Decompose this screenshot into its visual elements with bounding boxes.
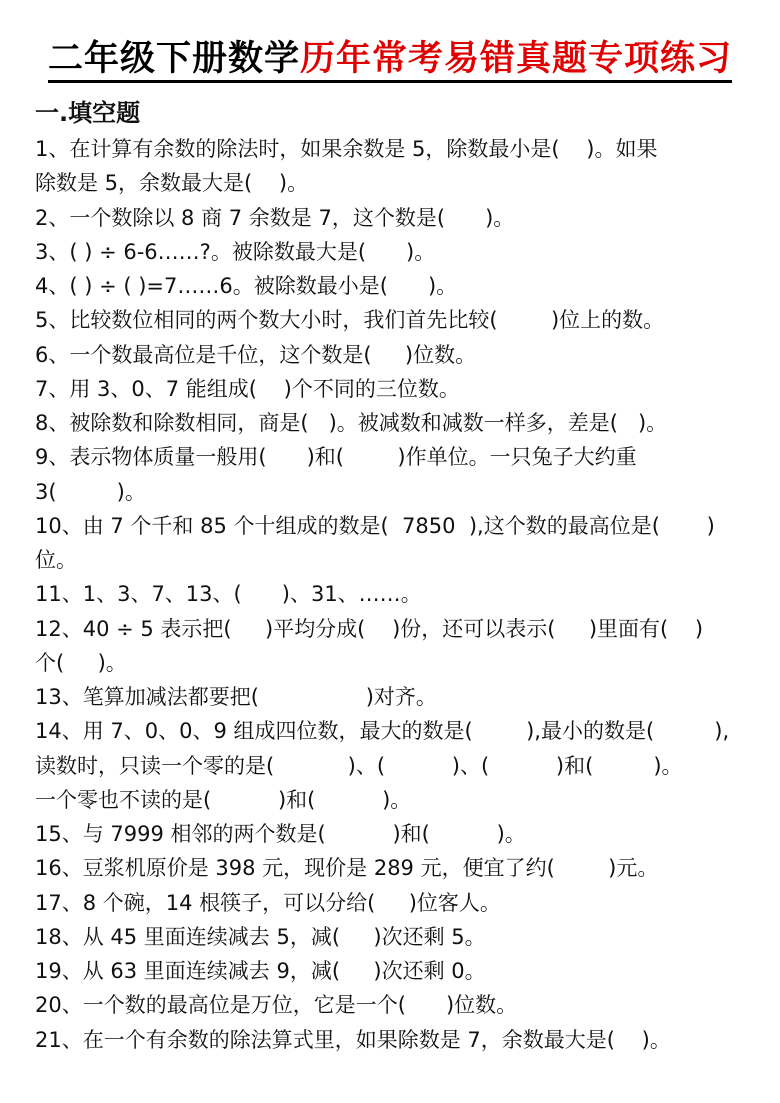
question-line: 9、表示物体质量一般用( )和( )作单位。一只兔子大约重 <box>35 445 637 470</box>
title-underline <box>48 80 732 83</box>
question-line: 位。 <box>35 548 77 572</box>
question-line: 一个零也不读的是( )和( )。 <box>35 787 412 812</box>
section-heading: 一.填空题 <box>35 99 141 127</box>
question-line: 11、1、3、7、13、( )、31、……。 <box>35 582 422 607</box>
question-line: 10、由 7 个千和 85 个十组成的数是( 7850 ),这个数的最高位是( ) <box>35 513 715 538</box>
question-line: 8、被除数和除数相同，商是( )。被减数和减数一样多，差是( )。 <box>35 411 668 435</box>
question-line: 除数是 5，余数最大是( )。 <box>35 171 309 196</box>
question-line: 18、从 45 里面连续减去 5，减( )次还剩 5。 <box>35 924 486 949</box>
question-line: 20、一个数的最高位是万位，它是一个( )位数。 <box>35 993 518 1018</box>
question-line: 13、笔算加减法都要把( )对齐。 <box>35 685 437 709</box>
question-line: 16、豆浆机原价是 398 元，现价是 289 元，便宜了约( )元。 <box>35 856 659 881</box>
question-line: 4、( ) ÷ ( )=7……6。被除数最小是( )。 <box>35 274 458 298</box>
question-line: 6、一个数最高位是千位，这个数是( )位数。 <box>35 342 477 367</box>
question-line: 2、一个数除以 8 商 7 余数是 7，这个数是( )。 <box>35 205 515 230</box>
question-line: 21、在一个有余数的除法算式里，如果除数是 7，余数最大是( )。 <box>35 1027 671 1052</box>
question-line: 3、( ) ÷ 6-6……?。被除数最大是( )。 <box>35 239 436 264</box>
question-list <box>35 132 755 1057</box>
question-line: 1、在计算有余数的除法时，如果余数是 5，除数最小是( )。如果 <box>35 137 658 161</box>
question-line: 5、比较数位相同的两个数大小时，我们首先比较( )位上的数。 <box>35 308 665 333</box>
question-line: 15、与 7999 相邻的两个数是( )和( )。 <box>35 822 526 846</box>
question-line: 读数时，只读一个零的是( )、( )、( )和( )。 <box>35 753 683 778</box>
question-line: 7、用 3、0、7 能组成( )个不同的三位数。 <box>35 376 460 401</box>
question-line: 个( )。 <box>35 650 127 675</box>
question-line: 17、8 个碗，14 根筷子，可以分给( )位客人。 <box>35 890 501 915</box>
question-line: 14、用 7、0、0、9 组成四位数，最大的数是( ),最小的数是( ), <box>35 719 730 744</box>
page-title <box>48 34 732 84</box>
question-line: 12、40 ÷ 5 表示把( )平均分成( )份，还可以表示( )里面有( ) <box>35 616 704 641</box>
question-line: 19、从 63 里面连续减去 9，减( )次还剩 0。 <box>35 959 486 983</box>
question-line: 3( )。 <box>35 479 146 504</box>
title-highlight: 历年常考易错真题专项练习 <box>300 39 733 79</box>
title-prefix: 二年级下册数学 <box>48 39 301 79</box>
